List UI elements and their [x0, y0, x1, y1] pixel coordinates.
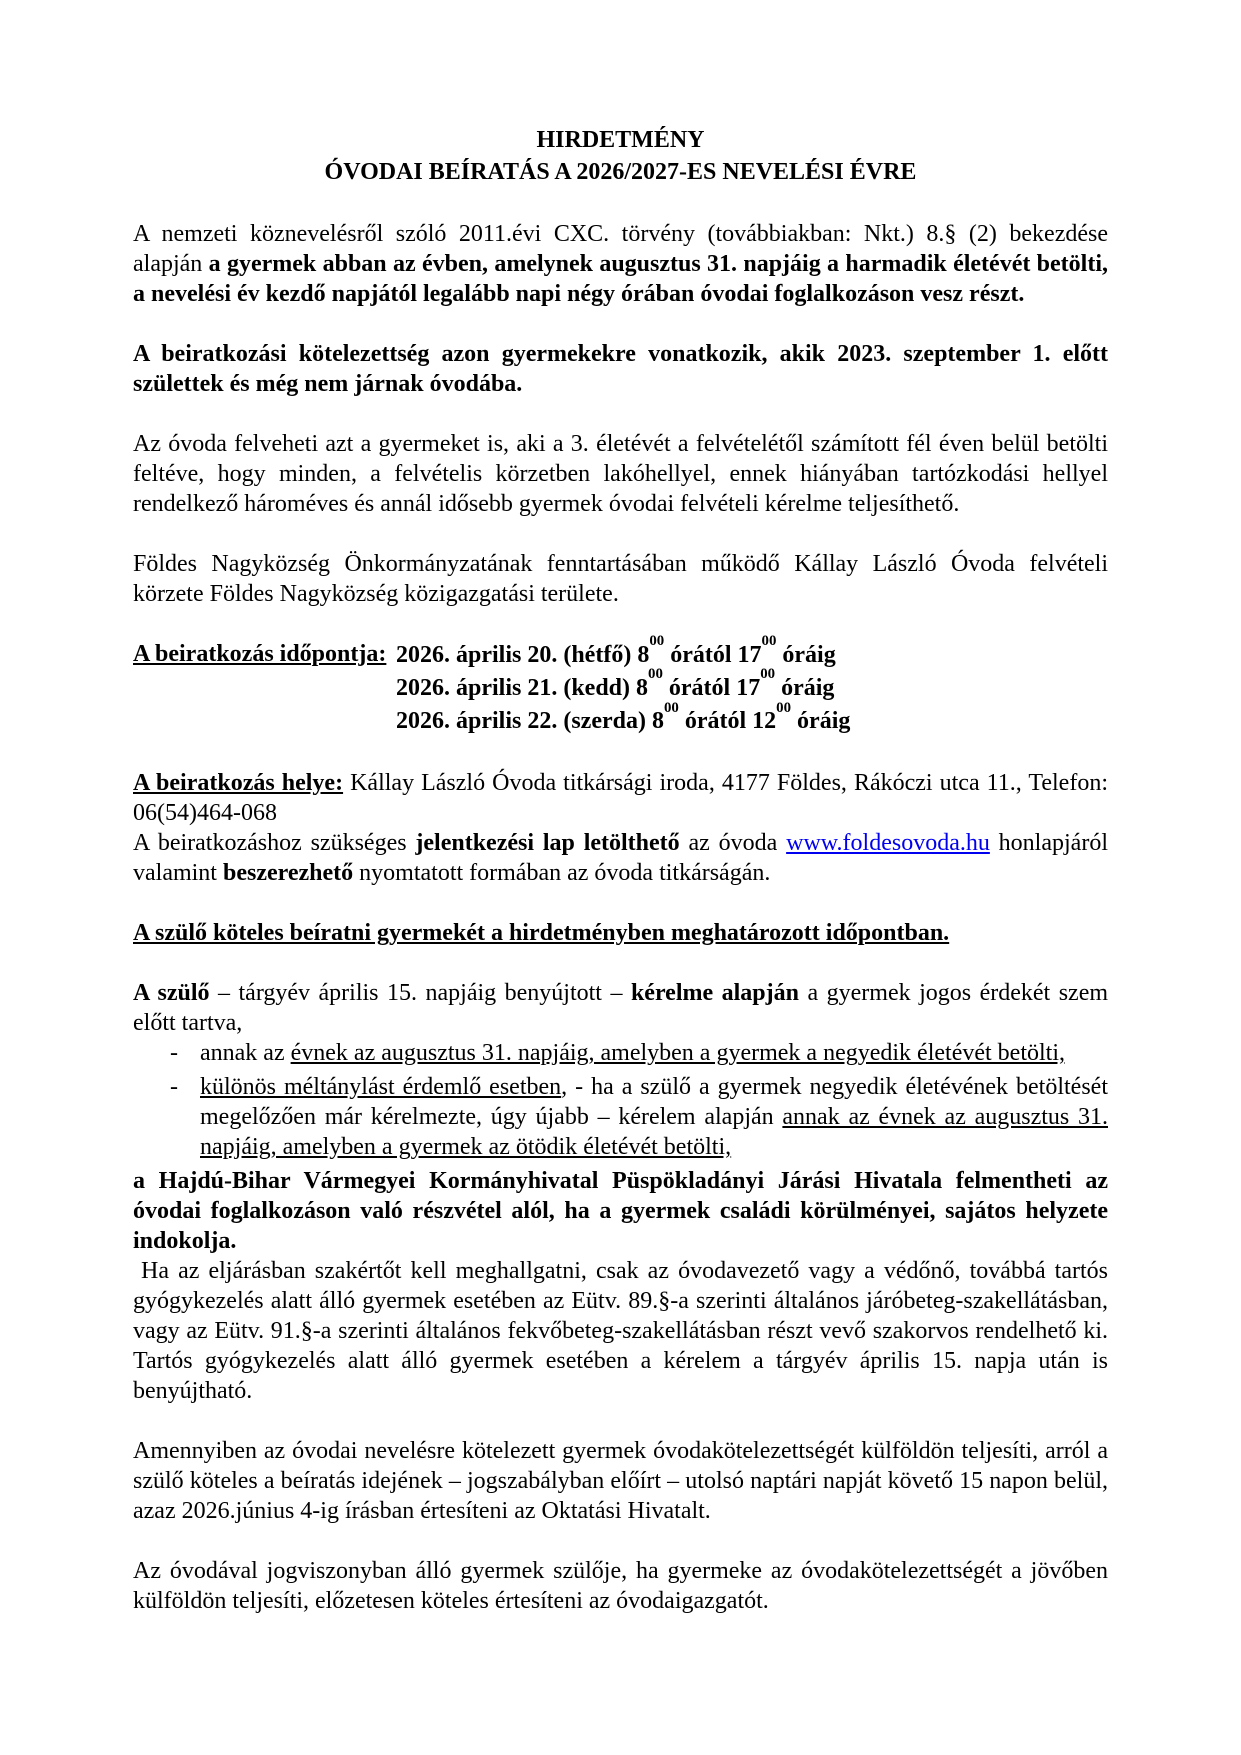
location-label: A beiratkozás helye:	[133, 770, 344, 797]
list-item-underlined-text: évnek az augusztus 31. napjáig, amelyben a gyermek a negyedik életévét betölti,	[290, 1040, 1065, 1067]
application-text: honlapjáról valamint	[133, 830, 1108, 887]
list-item-text: , - ha a szülő a gyermek negyedik életévének betöltését megelőzően már kérelmezte, úgy újabb – kérelem alapján	[200, 1074, 1108, 1131]
list-item	[133, 1072, 1108, 1162]
hour-superscript: 00	[649, 633, 665, 650]
list-item-underlined-text: különös méltánylást érdemlő esetben	[200, 1074, 562, 1101]
schedule-date-text: órától 17	[662, 674, 761, 701]
schedule-section	[133, 633, 1108, 738]
exemption-intro-text: a gyermek jogos érdekét szem előtt tartva,	[133, 980, 1109, 1037]
application-text: az óvoda	[679, 830, 787, 857]
list-item	[133, 1038, 1108, 1068]
exemption-intro-bold: A szülő	[133, 980, 210, 1007]
schedule-row	[396, 699, 1108, 738]
enrollment-scope-paragraph: A beiratkozási kötelezettség azon gyermekekre vonatkozik, akik 2023. szeptember 1. előtt születtek és még nem járnak óvodába.	[133, 340, 1108, 397]
website-link[interactable]: www.foldesovoda.hu	[786, 830, 990, 857]
hour-superscript: 00	[760, 666, 776, 683]
application-form-paragraph	[133, 828, 1108, 888]
abroad-notice-paragraph: Amennyiben az óvodai nevelésre kötelezett gyermek óvodakötelezettségét külföldön teljesíti, arról a szülő köteles a beíratás idejének – jogszabályban előírt – utolsó naptári napját követő 15 napon belül, azaz 2026.június 4-ig írásban értesíteni az Oktatási Hivatalt.	[133, 1438, 1108, 1525]
schedule-date-text: óráig	[776, 641, 836, 668]
list-item-text: annak az	[200, 1040, 291, 1067]
application-bold-obtain: beszerezhető	[222, 860, 354, 887]
application-text: A beiratkozáshoz szükséges	[133, 830, 416, 857]
schedule-date-text: óráig	[791, 708, 851, 734]
admission-rule-paragraph: Az óvoda felveheti azt a gyermeket is, aki a 3. életévét a felvételétől számított fél éven belül betölti feltéve, hogy minden, a felvételis körzetben lakóhellyel, ennek hiányában tartózkodási hellyel rendelkező hároméves és annál idősebb gyermek óvodai felvételi kérelme teljesíthető.	[133, 430, 1108, 517]
list-item-marker: -	[170, 1040, 178, 1067]
notice-title-line2: ÓVODAI BEÍRATÁS A 2026/2027-ES NEVELÉSI ÉVRE	[324, 159, 917, 186]
exemption-intro-text: – tárgyév április 15. napjáig benyújtott –	[209, 980, 631, 1007]
notice-title-line1: HIRDETMÉNY	[536, 127, 705, 153]
schedule-date-text: órától 17	[664, 641, 762, 668]
schedule-rows	[396, 633, 1108, 738]
future-abroad-paragraph: Az óvodával jogviszonyban álló gyermek szülője, ha gyermeke az óvodakötelezettségét a jövőben külföldön teljesíti, előzetesen köteles értesíteni az óvodaigazgatót.	[133, 1558, 1108, 1615]
intro-text-normal: A nemzeti köznevelésről szóló 2011.évi CXC. törvény (továbbiakban: Nkt.) 8.§ (2) bekezdése alapján	[133, 220, 1108, 277]
district-paragraph: Földes Nagyközség Önkormányzatának fenntartásában működő Kállay László Óvoda felvételi körzete Földes Nagyközség közigazgatási területe.	[133, 550, 1108, 607]
parent-obligation-heading: A szülő köteles beíratni gyermekét a hirdetményben meghatározott időpontban.	[133, 920, 950, 947]
exemption-intro-paragraph	[133, 978, 1108, 1038]
intro-paragraph	[133, 219, 1108, 309]
exemption-intro-bold: kérelme alapján	[630, 980, 799, 1007]
schedule-label: A beiratkozás időpontja:	[133, 640, 387, 667]
application-text: nyomtatott formában az óvoda titkárságán.	[353, 860, 771, 887]
list-item-marker: -	[170, 1074, 178, 1101]
schedule-date-text: órától 12	[678, 708, 777, 734]
list-item-underlined-text: annak az évnek az augusztus 31. napjáig, amelyben a gyermek az ötödik életévét betölti,	[200, 1104, 1108, 1161]
exemption-authority-paragraph: a Hajdú-Bihar Vármegyei Kormányhivatal Püspökladányi Járási Hivatala felmentheti az óvodai foglalkozáson való részvétel alól, ha a gyermek családi körülményei, sajátos helyzete indokolja.	[133, 1168, 1108, 1255]
schedule-row	[396, 666, 1108, 705]
schedule-date-text: óráig	[775, 674, 835, 701]
hour-superscript: 00	[761, 633, 777, 650]
notice-title	[133, 124, 1108, 189]
exemption-list	[133, 1038, 1108, 1162]
schedule-date-text: 2026. április 22. (szerda) 8	[396, 708, 664, 734]
hour-superscript: 00	[776, 699, 792, 716]
location-paragraph	[133, 768, 1108, 828]
hour-superscript: 00	[663, 699, 679, 716]
application-bold-download: jelentkezési lap letölthető	[415, 830, 680, 857]
schedule-date-text: 2026. április 21. (kedd) 8	[396, 674, 649, 701]
schedule-date-text: 2026. április 20. (hétfő) 8	[396, 641, 650, 668]
expert-rule-paragraph: Ha az eljárásban szakértőt kell meghallgatni, csak az óvodavezető vagy a védőnő, továbbá tartós gyógykezelés alatt álló gyermek esetében az Eütv. 89.§-a szerinti általános járóbeteg-szakellátásban, vagy az Eütv. 91.§-a szerinti általános fekvőbeteg-szakellátásban részt vevő szakorvos rendelhető ki. Tartós gyógykezelés alatt álló gyermek esetében a kérelem a tárgyév április 15. napja után is benyújtható.	[133, 1258, 1108, 1405]
schedule-row	[396, 633, 1108, 672]
location-text: Kállay László Óvoda titkársági iroda, 4177 Földes, Rákóczi utca 11., Telefon: 06(54)464-068	[133, 770, 1108, 827]
intro-text-bold: a gyermek abban az évben, amelynek augusztus 31. napjáig a harmadik életévét betölti, a nevelési év kezdő napjától legalább napi négy órában óvodai foglalkozáson vesz részt.	[133, 250, 1109, 307]
hour-superscript: 00	[648, 666, 663, 683]
